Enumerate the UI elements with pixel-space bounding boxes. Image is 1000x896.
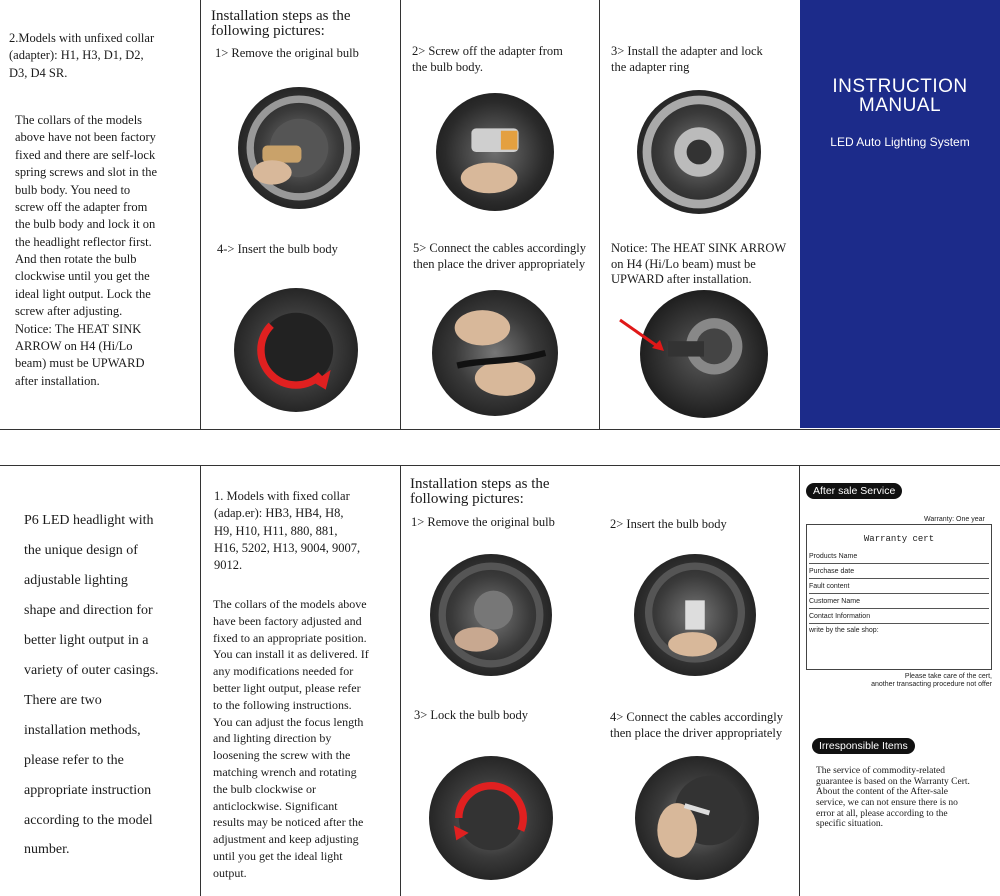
fold-line [200, 466, 201, 896]
fold-line [400, 0, 401, 429]
photo-insert-bulb [234, 288, 358, 412]
brochure-top-sheet [0, 0, 1000, 430]
photo-heat-sink-arrow [640, 290, 768, 418]
cert-row: Fault content [809, 580, 989, 594]
cover-subtitle: LED Auto Lighting System [830, 135, 970, 149]
fold-line [599, 0, 600, 429]
after-sale-service-tag: After sale Service [806, 483, 902, 499]
fold-line [200, 0, 201, 429]
fold-line [400, 466, 401, 896]
warranty-cert-card [806, 524, 992, 670]
brochure-bottom-sheet [0, 465, 1000, 896]
cert-row: Purchase date [809, 565, 989, 579]
fixed-collar-body: The collars of the models above have been factory adjusted and fixed to an appropriate position. You can install it as delivered. If any modifications needed for better light output, please refer to the following instructions. You can adjust the focus length and lighting direction by loosening the screw with the matching wrench and rotating the bulb clockwise or anticlockwise. Significant results may be noticed after the adjustment and keep adjusting until you get the ideal light output. [213, 597, 369, 880]
step-1-label: 1> Remove the original bulb [411, 515, 555, 529]
step-5-label: 5> Connect the cables accordingly then place the driver appropriately [413, 241, 586, 271]
step-4-label: 4-> Insert the bulb body [217, 242, 338, 256]
fixed-collar-heading: 1. Models with fixed collar (adap.er): HB3, HB4, H8, H9, H10, H11, 880, 881, H16, 5202, H13, 9004, 9007, 9012. [214, 489, 361, 572]
step-1-label: 1> Remove the original bulb [215, 46, 359, 60]
unfixed-collar-body: The collars of the models above have not been factory fixed and there are self-lock spring screws and slot in the bulb body. You need to screw off the adapter from the bulb body and lock it on the headlight reflector first. And then rotate the bulb clockwise until you get the ideal light output. Lock the screw after adjusting. Notice: The HEAT SINK ARROW on H4 (Hi/Lo beam) must be UPWARD after installation. [15, 113, 157, 388]
installation-steps-heading: Installation steps as the following pictures: [211, 8, 351, 39]
photo-screw-adapter [436, 93, 554, 211]
warranty-period: Warranty: One year [924, 516, 985, 523]
step-4-label: 4> Connect the cables accordingly then place the driver appropriately [610, 710, 783, 740]
photo-remove-bulb [430, 554, 552, 676]
photo-connect-cables [635, 756, 759, 880]
unfixed-collar-heading: 2.Models with unfixed collar (adapter): H1, H3, D1, D2, D3, D4 SR. [9, 31, 155, 80]
heat-sink-notice: Notice: The HEAT SINK ARROW on H4 (Hi/Lo beam) must be UPWARD after installation. [611, 241, 787, 287]
step-3-label: 3> Install the adapter and lock the adapter ring [611, 44, 763, 74]
cert-row: Products Name [809, 550, 989, 564]
cover-title-line2: MANUAL [858, 95, 942, 116]
photo-connect-cables [432, 290, 558, 416]
step-2-label: 2> Screw off the adapter from the bulb body. [412, 44, 563, 74]
photo-insert-bulb [634, 554, 756, 676]
cert-row: write by the sale shop: [809, 627, 879, 634]
cover-title-line1: INSTRUCTION [832, 76, 968, 97]
photo-install-adapter [637, 90, 761, 214]
cert-row: Customer Name [809, 595, 989, 609]
cover-panel [800, 0, 1000, 428]
installation-steps-heading: Installation steps as the following pictures: [410, 476, 550, 507]
fold-line [799, 466, 800, 896]
photo-remove-bulb [238, 87, 360, 209]
irresponsible-items-tag: Irresponsible Items [812, 738, 915, 754]
p6-intro-text: P6 LED headlight with the unique design of adjustable lighting shape and direction for better light output in a variety of outer casings. There are two installation methods, please refer to the appropriate instruction according to the model number. [24, 513, 159, 858]
red-arrow-icon [618, 318, 668, 354]
photo-lock-bulb [429, 756, 553, 880]
irresponsible-items-text: The service of commodity-related guarantee is based on the Warranty Cert. About the content of the After-sale service, we can not ensure there is no error at all, please according to the specific situation. [816, 766, 970, 830]
cert-care-note: Please take care of the cert, another transacting procedure not offer [871, 673, 992, 688]
cert-row: Contact Information [809, 610, 989, 624]
cert-title: Warranty cert [863, 534, 935, 544]
step-3-label: 3> Lock the bulb body [414, 708, 528, 722]
step-2-label: 2> Insert the bulb body [610, 517, 727, 531]
